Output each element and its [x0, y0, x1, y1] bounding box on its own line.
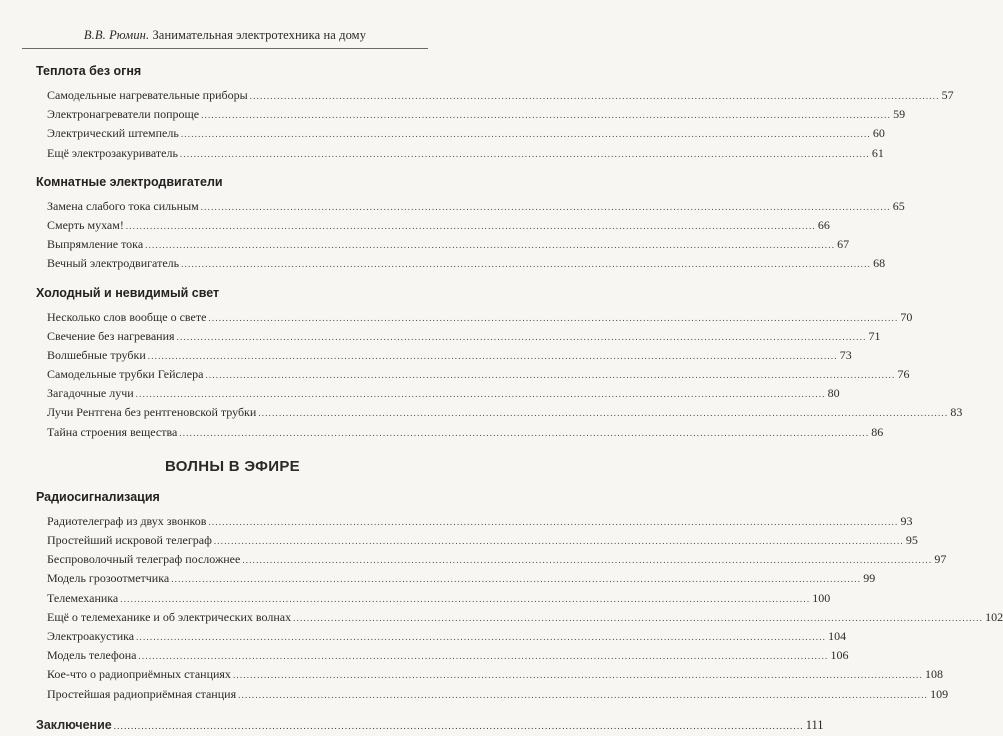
toc-entry-title: Самодельные нагревательные приборы [47, 88, 248, 102]
section-title: Холодный и невидимый свет [36, 285, 220, 300]
toc-entry-page: 59 [893, 107, 906, 122]
dot-leader: ........................................................................................................................................................................................................ [136, 631, 827, 642]
section-title: Радиосигнализация [36, 489, 160, 504]
toc-entry-title: Свечение без нагревания [47, 328, 175, 343]
dot-leader: ........................................................................................................................................................................................................ [205, 370, 896, 381]
toc-entry-page: 66 [817, 217, 830, 232]
toc-entry [47, 512, 913, 531]
toc-section [36, 63, 954, 174]
toc-entry-title: Простейший искровой телеграф [47, 533, 212, 547]
dot-leader: ........................................................................................................................................................................................................ [171, 574, 862, 585]
dot-leader: ........................................................................................................................................................................................................ [138, 651, 829, 662]
toc-entry [47, 86, 954, 105]
toc-entry [47, 569, 876, 588]
toc-entry-page: 104 [828, 628, 847, 643]
toc-entry [47, 365, 910, 384]
dot-leader: ........................................................................................................................................................................................................ [145, 240, 836, 251]
toc-entry [47, 346, 852, 365]
dot-leader: ........................................................................................................................................................................................................ [181, 259, 872, 270]
toc-entry-title: Выпрямление тока [47, 237, 144, 252]
dot-leader: ........................................................................................................................................................................................................ [179, 427, 870, 438]
toc-entry [47, 685, 949, 704]
toc-entry-title: Кое-что о радиоприёмных станциях [47, 667, 231, 682]
toc-entry-title: Волшебные трубки [47, 347, 146, 362]
toc-entry-page: 57 [941, 88, 954, 102]
toc-entry-page: 80 [827, 386, 840, 401]
toc-entry-page: 76 [897, 367, 910, 382]
toc-entry-title: Радиотелеграф из двух звонков [47, 513, 207, 528]
toc-entry [47, 235, 850, 254]
dot-leader: ........................................................................................................................................................................................................ [232, 670, 923, 681]
dot-leader: ........................................................................................................................................................................................................ [249, 91, 940, 101]
running-head-author: В.В. Рюмин. [83, 28, 150, 42]
section-title: Теплота без огня [36, 64, 142, 78]
dot-leader: ........................................................................................................................................................................................................ [208, 312, 899, 323]
toc-entry-page: 65 [892, 198, 905, 213]
dot-leader: ........................................................................................................................................................................................................ [147, 350, 838, 361]
closing-page: 111 [805, 717, 824, 732]
running-head-title: Занимательная электротехника на дому [152, 28, 367, 42]
toc-entry [47, 550, 947, 569]
toc-entry-page: 70 [900, 309, 913, 324]
toc-entry [47, 254, 886, 273]
toc-entry-page: 95 [905, 533, 918, 547]
toc-entry-title: Простейшая радиоприёмная станция [47, 686, 237, 701]
dot-leader: ........................................................................................................................................................................................................ [201, 110, 892, 121]
toc-entry-page: 71 [868, 328, 881, 343]
toc-entry [47, 423, 884, 442]
toc-section [36, 174, 905, 285]
toc-entry-title: Смерть мухам! [47, 217, 124, 232]
toc-entry-title: Модель грозоотметчика [47, 571, 170, 586]
toc-entry-page: 73 [839, 347, 852, 362]
toc-entry [47, 124, 885, 143]
dot-leader: ........................................................................................................................................................................................................ [242, 555, 933, 566]
toc-entry [47, 531, 918, 550]
toc-entry [47, 665, 943, 684]
toc-entry-page: 67 [837, 237, 850, 252]
toc-entry-title: Вечный электродвигатель [47, 256, 180, 271]
toc-entry [47, 308, 913, 327]
dot-leader: ........................................................................................................................................................................................................ [120, 593, 811, 604]
dot-leader: ........................................................................................................................................................................................................ [113, 720, 804, 731]
toc-entry-page: 93 [900, 513, 913, 528]
toc-entry [47, 197, 905, 216]
toc-entry [47, 589, 831, 608]
toc-entry-title: Замена слабого тока сильным [47, 198, 199, 213]
toc-entry [47, 403, 963, 422]
toc-entry-page: 100 [812, 590, 831, 605]
dot-leader: ........................................................................................................................................................................................................ [293, 612, 984, 623]
dot-leader: ........................................................................................................................................................................................................ [180, 129, 871, 140]
toc-entry-page: 83 [950, 405, 963, 420]
toc-entry [47, 144, 884, 163]
toc-entry-title: Несколько слов вообще о свете [47, 309, 207, 324]
toc-entry-title: Лучи Рентгена без рентгеновской трубки [47, 405, 257, 420]
toc-section [36, 285, 963, 453]
toc-entry-title: Модель телефона [47, 648, 137, 663]
dot-leader: ........................................................................................................................................................................................................ [200, 201, 891, 212]
toc-entry-title: Электронагреватели попроще [47, 107, 200, 122]
toc-entry [47, 384, 840, 403]
toc-entry-page: 99 [863, 571, 876, 586]
closing-title: Заключение [36, 717, 112, 732]
table-of-contents [36, 63, 1003, 735]
toc-entry-page: 97 [934, 552, 947, 567]
toc-entry [47, 627, 847, 646]
dot-leader: ........................................................................................................................................................................................................ [208, 516, 899, 527]
toc-section [36, 489, 1003, 715]
toc-entry [47, 327, 881, 346]
toc-entry-title: Телемеханика [47, 590, 119, 605]
part-title: ВОЛНЫ В ЭФИРЕ [165, 457, 300, 475]
toc-entry-title: Беспроволочный телеграф посложнее [47, 552, 241, 567]
dot-leader: ........................................................................................................................................................................................................ [135, 389, 826, 400]
dot-leader: ........................................................................................................................................................................................................ [238, 689, 929, 700]
toc-entry-title: Ещё электрозакуриватель [47, 145, 178, 160]
toc-entry-page: 102 [985, 609, 1003, 624]
toc-entry-title: Тайна строения вещества [47, 424, 178, 439]
section-title: Комнатные электродвигатели [36, 174, 223, 189]
running-head [22, 28, 428, 49]
toc-entry-page: 109 [930, 686, 949, 701]
toc-entry-title: Самодельные трубки Гейслера [47, 367, 204, 382]
toc-entry [47, 216, 830, 235]
toc-entry-page: 106 [830, 648, 849, 663]
dot-leader: ........................................................................................................................................................................................................ [258, 408, 949, 419]
toc-entry [47, 105, 906, 124]
toc-closing-entry [36, 715, 824, 735]
toc-entry [47, 646, 849, 665]
toc-entry-page: 60 [872, 126, 885, 141]
dot-leader: ........................................................................................................................................................................................................ [125, 220, 816, 231]
toc-entry-page: 86 [871, 424, 884, 439]
toc-entry-page: 68 [873, 256, 886, 271]
toc-entry [47, 608, 1003, 627]
toc-entry-title: Электроакустика [47, 628, 135, 643]
dot-leader: ........................................................................................................................................................................................................ [213, 536, 904, 546]
toc-entry-title: Ещё о телемеханике и об электрических волнах [47, 609, 292, 624]
toc-entry-page: 108 [924, 667, 943, 682]
dot-leader: ........................................................................................................................................................................................................ [176, 331, 867, 342]
toc-entry-title: Загадочные лучи [47, 386, 134, 401]
toc-entry-page: 61 [871, 145, 884, 160]
toc-entry-title: Электрический штемпель [47, 126, 179, 141]
dot-leader: ........................................................................................................................................................................................................ [179, 148, 870, 159]
